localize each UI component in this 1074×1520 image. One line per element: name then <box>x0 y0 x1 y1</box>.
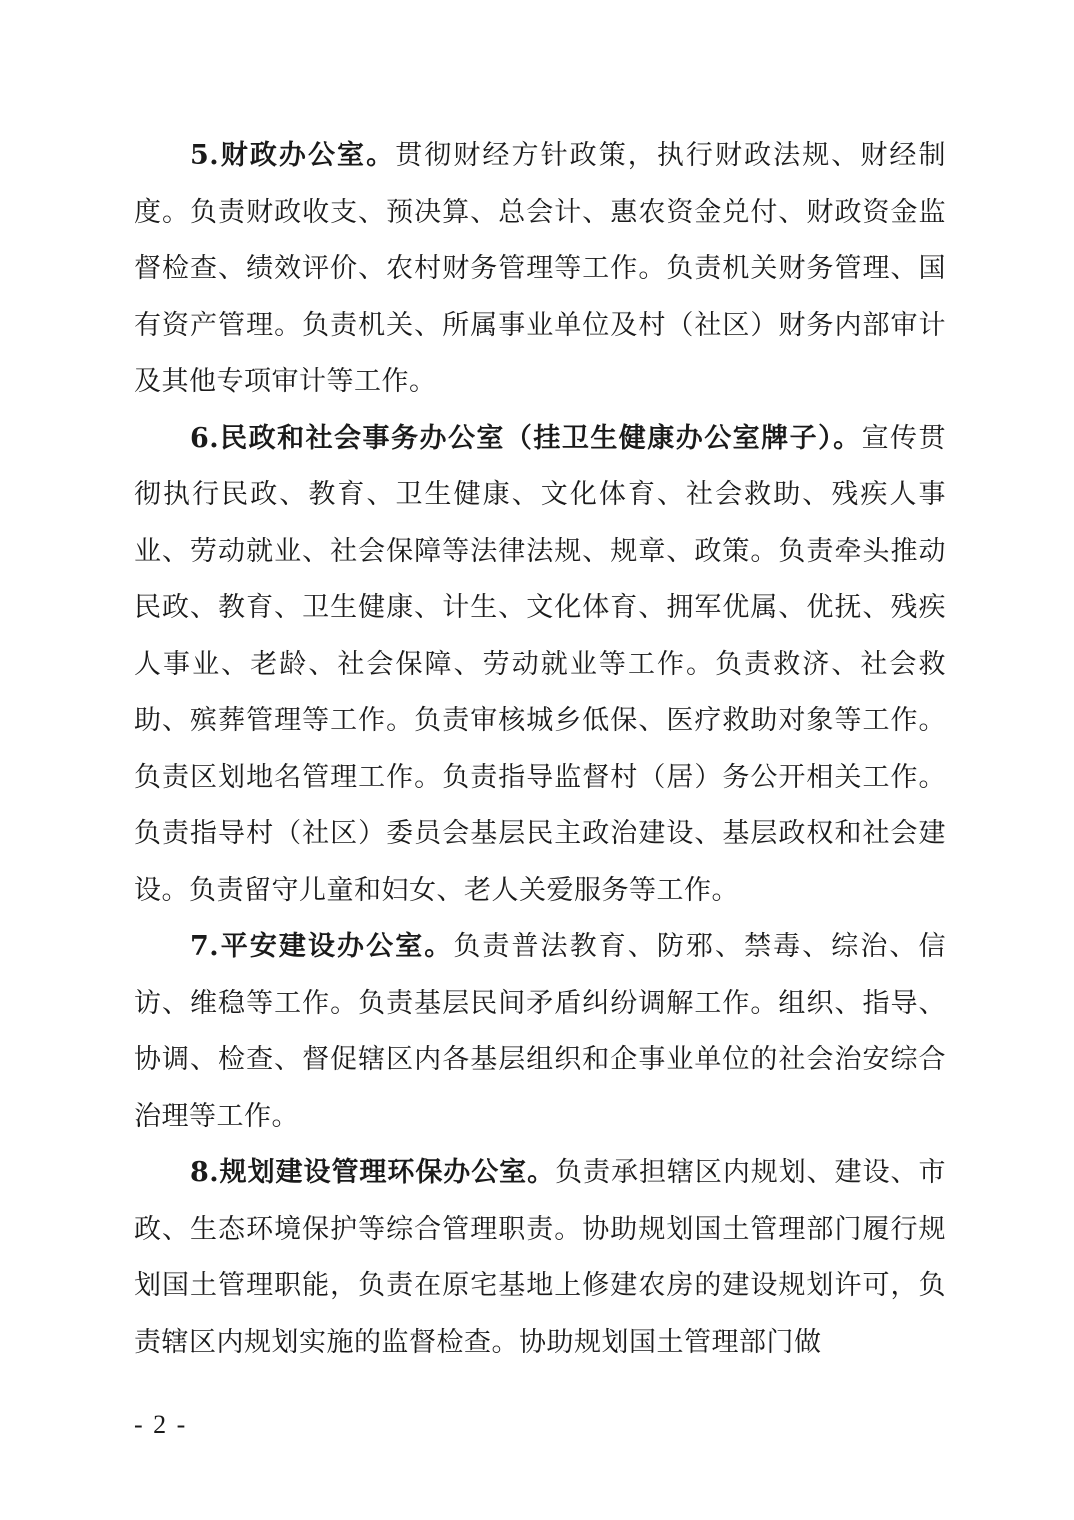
page-number: - 2 - <box>134 1410 188 1439</box>
document-body <box>134 128 946 1371</box>
paragraph-text: 负责承担辖区内规划、建设、市政、生态环境保护等综合管理职责。协助规划国土管理部门履行规划国土管理职能，负责在原宅基地上修建农房的建设规划许可，负责辖区内规划实施的监督检查。协助规划国土管理部门做 <box>134 1157 946 1358</box>
paragraph-heading: 8.规划建设管理环保办公室。 <box>190 1157 556 1188</box>
paragraph-heading: 5.财政办公室。 <box>190 140 396 171</box>
paragraph-finance-office <box>134 128 946 411</box>
paragraph-planning-office <box>134 1145 946 1371</box>
paragraph-text: 宣传贯彻执行民政、教育、卫生健康、文化体育、社会救助、残疾人事业、劳动就业、社会保障等法律法规、规章、政策。负责牵头推动民政、教育、卫生健康、计生、文化体育、拥军优属、优抚、残疾人事业、老龄、社会保障、劳动就业等工作。负责救济、社会救助、殡葬管理等工作。负责审核城乡低保、医疗救助对象等工作。负责区划地名管理工作。负责指导监督村（居）务公开相关工作。负责指导村（社区）委员会基层民主政治建设、基层政权和社会建设。负责留守儿童和妇女、老人关爱服务等工作。 <box>134 422 947 906</box>
paragraph-civil-affairs-office <box>134 411 946 920</box>
paragraph-text: 贯彻财经方针政策，执行财政法规、财经制度。负责财政收支、预决算、总会计、惠农资金兑付、财政资金监督检查、绩效评价、农村财务管理等工作。负责机关财务管理、国有资产管理。负责机关、所属事业单位及村（社区）财务内部审计及其他专项审计等工作。 <box>134 140 947 397</box>
paragraph-public-safety-office <box>134 919 946 1145</box>
paragraph-text: 负责普法教育、防邪、禁毒、综治、信访、维稳等工作。负责基层民间矛盾纠纷调解工作。组织、指导、协调、检查、督促辖区内各基层组织和企事业单位的社会治安综合治理等工作。 <box>134 931 947 1132</box>
paragraph-heading: 6.民政和社会事务办公室（挂卫生健康办公室牌子）。 <box>190 422 862 454</box>
paragraph-heading: 7.平安建设办公室。 <box>190 931 454 962</box>
